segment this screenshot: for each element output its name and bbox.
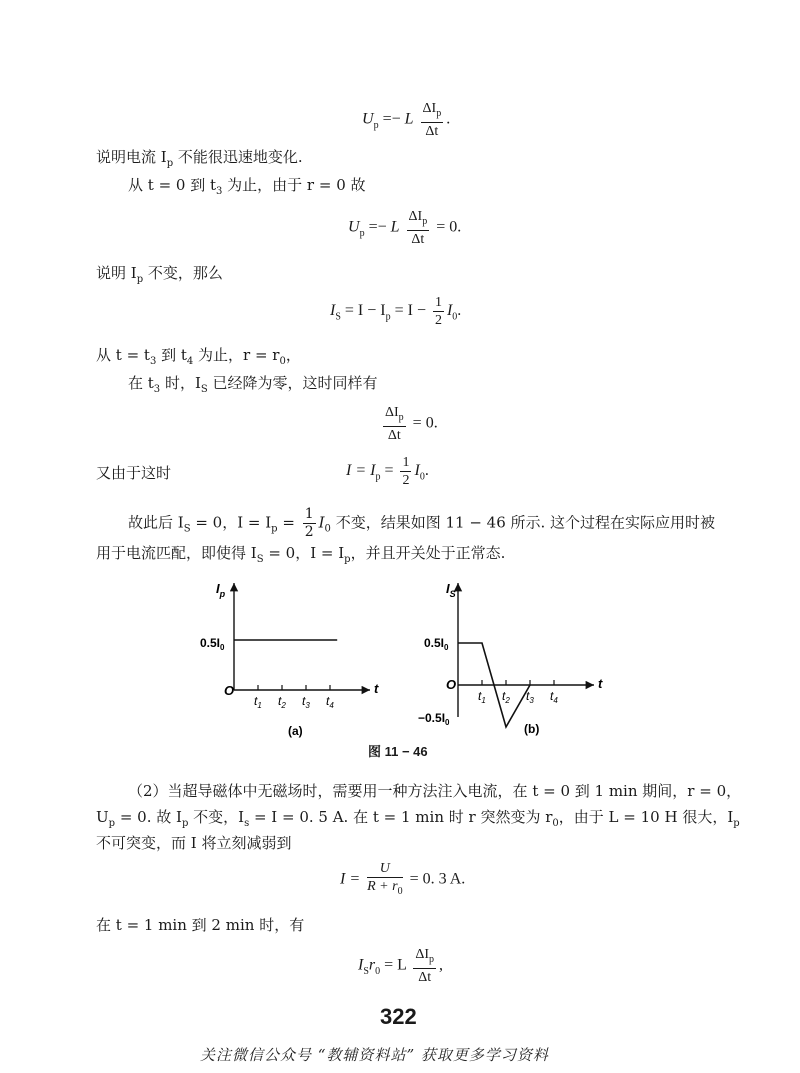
figure-11-46 bbox=[190, 575, 610, 745]
equation-5: $I = I_p$ = $\frac{1}{2}$ $I_0$. bbox=[346, 455, 429, 488]
text-line-6: 又由于这时 bbox=[96, 464, 172, 482]
paragraph-2-line-3: 不可突变，而 I 将立刻减弱到 bbox=[96, 834, 292, 852]
page-number: 322 bbox=[380, 1004, 417, 1029]
paragraph-2-line-1: （2）当超导磁体中无磁场时，需要用一种方法注入电流，在 t = 0 到 1 min 期间，r = 0， bbox=[128, 782, 742, 800]
text-line-2: 从 t = 0 到 $t_3$ 为止，由于 r = 0 故 bbox=[128, 176, 366, 197]
paragraph-3: 在 t = 1 min 到 2 min 时，有 bbox=[96, 916, 305, 934]
a-ticks-tick-label-1: $t_1$ bbox=[254, 694, 262, 710]
chart-a-title: (a) bbox=[288, 724, 303, 738]
text-line-4: 从 $t = t_3$ 到 $t_4$ 为止，$r = r_0$， bbox=[96, 346, 301, 367]
equation-2: $U_p =- L$ $\frac{\Delta I_p}{\Delta t}$ = 0. bbox=[348, 209, 462, 247]
a-ticks-tick-label-2: $t_2$ bbox=[278, 694, 286, 710]
equation-6: I = $\frac{U}{R + r_0}$ = 0. 3 A. bbox=[340, 861, 466, 897]
chart-a bbox=[200, 581, 379, 738]
text-line-3: 说明 $I_p$ 不变，那么 bbox=[96, 264, 223, 285]
chart-a-ylabel: $I_p$ bbox=[216, 581, 226, 599]
chart-a-level-label: $0.5I_0$ bbox=[200, 636, 225, 652]
chart-b bbox=[418, 581, 603, 736]
b-ticks-tick-label-2: $t_2$ bbox=[502, 689, 510, 705]
equation-1: $U_p =- L$ $\frac{\Delta I_p}{\Delta t}$ . bbox=[362, 101, 451, 139]
paragraph-1-line-2: 用于电流匹配，即使得 $I_S = 0$，$I = I_p$，并且开关处于正常态. bbox=[96, 544, 506, 565]
b-ticks-tick-label-1: $t_1$ bbox=[478, 689, 486, 705]
text-line-1: 说明电流 $I_p$ 不能很迅速地变化. bbox=[96, 148, 303, 169]
paragraph-1-line-1: 故此后 $I_S = 0$，$I = I_p$ = $\frac{1}{2}$ $I_0$ 不变，结果如图 11 − 46 所示. 这个过程在实际应用时被 bbox=[128, 506, 716, 540]
b-ticks-tick-label-4: $t_4$ bbox=[550, 689, 558, 705]
equation-3: $I_S = I - I_p = I$ − $\frac{1}{2}$ $I_0$. bbox=[330, 295, 462, 328]
chart-b-neg-label: $-0.5I_0$ bbox=[418, 711, 450, 727]
a-ticks-tick-label-3: $t_3$ bbox=[302, 694, 310, 710]
chart-a-ticks bbox=[254, 685, 334, 710]
chart-b-title: (b) bbox=[524, 722, 540, 736]
paragraph-2-line-2: $U_p = 0$. 故 $I_p$ 不变，$I_s = I = 0$. 5 A. 在 t = 1 min 时 r 突然变为 $r_0$，由于 L = 10 H 很大，$I_p$ bbox=[96, 808, 740, 829]
equation-4: $\frac{\Delta I_p}{\Delta t}$ = 0. bbox=[385, 405, 438, 443]
equation-7: $I_Sr_0 = L$ $\frac{\Delta I_p}{\Delta t}$ , bbox=[358, 947, 443, 985]
chart-a-origin: O bbox=[224, 683, 235, 698]
a-ticks-tick-label-4: $t_4$ bbox=[326, 694, 334, 710]
figure-svg bbox=[190, 575, 610, 745]
text-line-5: 在 $t_3$ 时，$I_S$ 已经降为零，这时同样有 bbox=[128, 374, 378, 395]
chart-b-xlabel: t bbox=[598, 676, 603, 691]
chart-b-ylabel: $I_S$ bbox=[446, 581, 456, 599]
figure-caption: 图 11 − 46 bbox=[368, 744, 428, 759]
chart-b-origin: O bbox=[446, 677, 457, 692]
chart-a-xlabel: t bbox=[374, 681, 379, 696]
chart-b-ticks bbox=[478, 680, 558, 705]
chart-b-pos-label: $0.5I_0$ bbox=[424, 636, 449, 652]
b-ticks-tick-label-3: $t_3$ bbox=[526, 689, 534, 705]
footer-watermark: 关注微信公众号 “教辅资料站” 获取更多学习资料 bbox=[200, 1046, 549, 1064]
